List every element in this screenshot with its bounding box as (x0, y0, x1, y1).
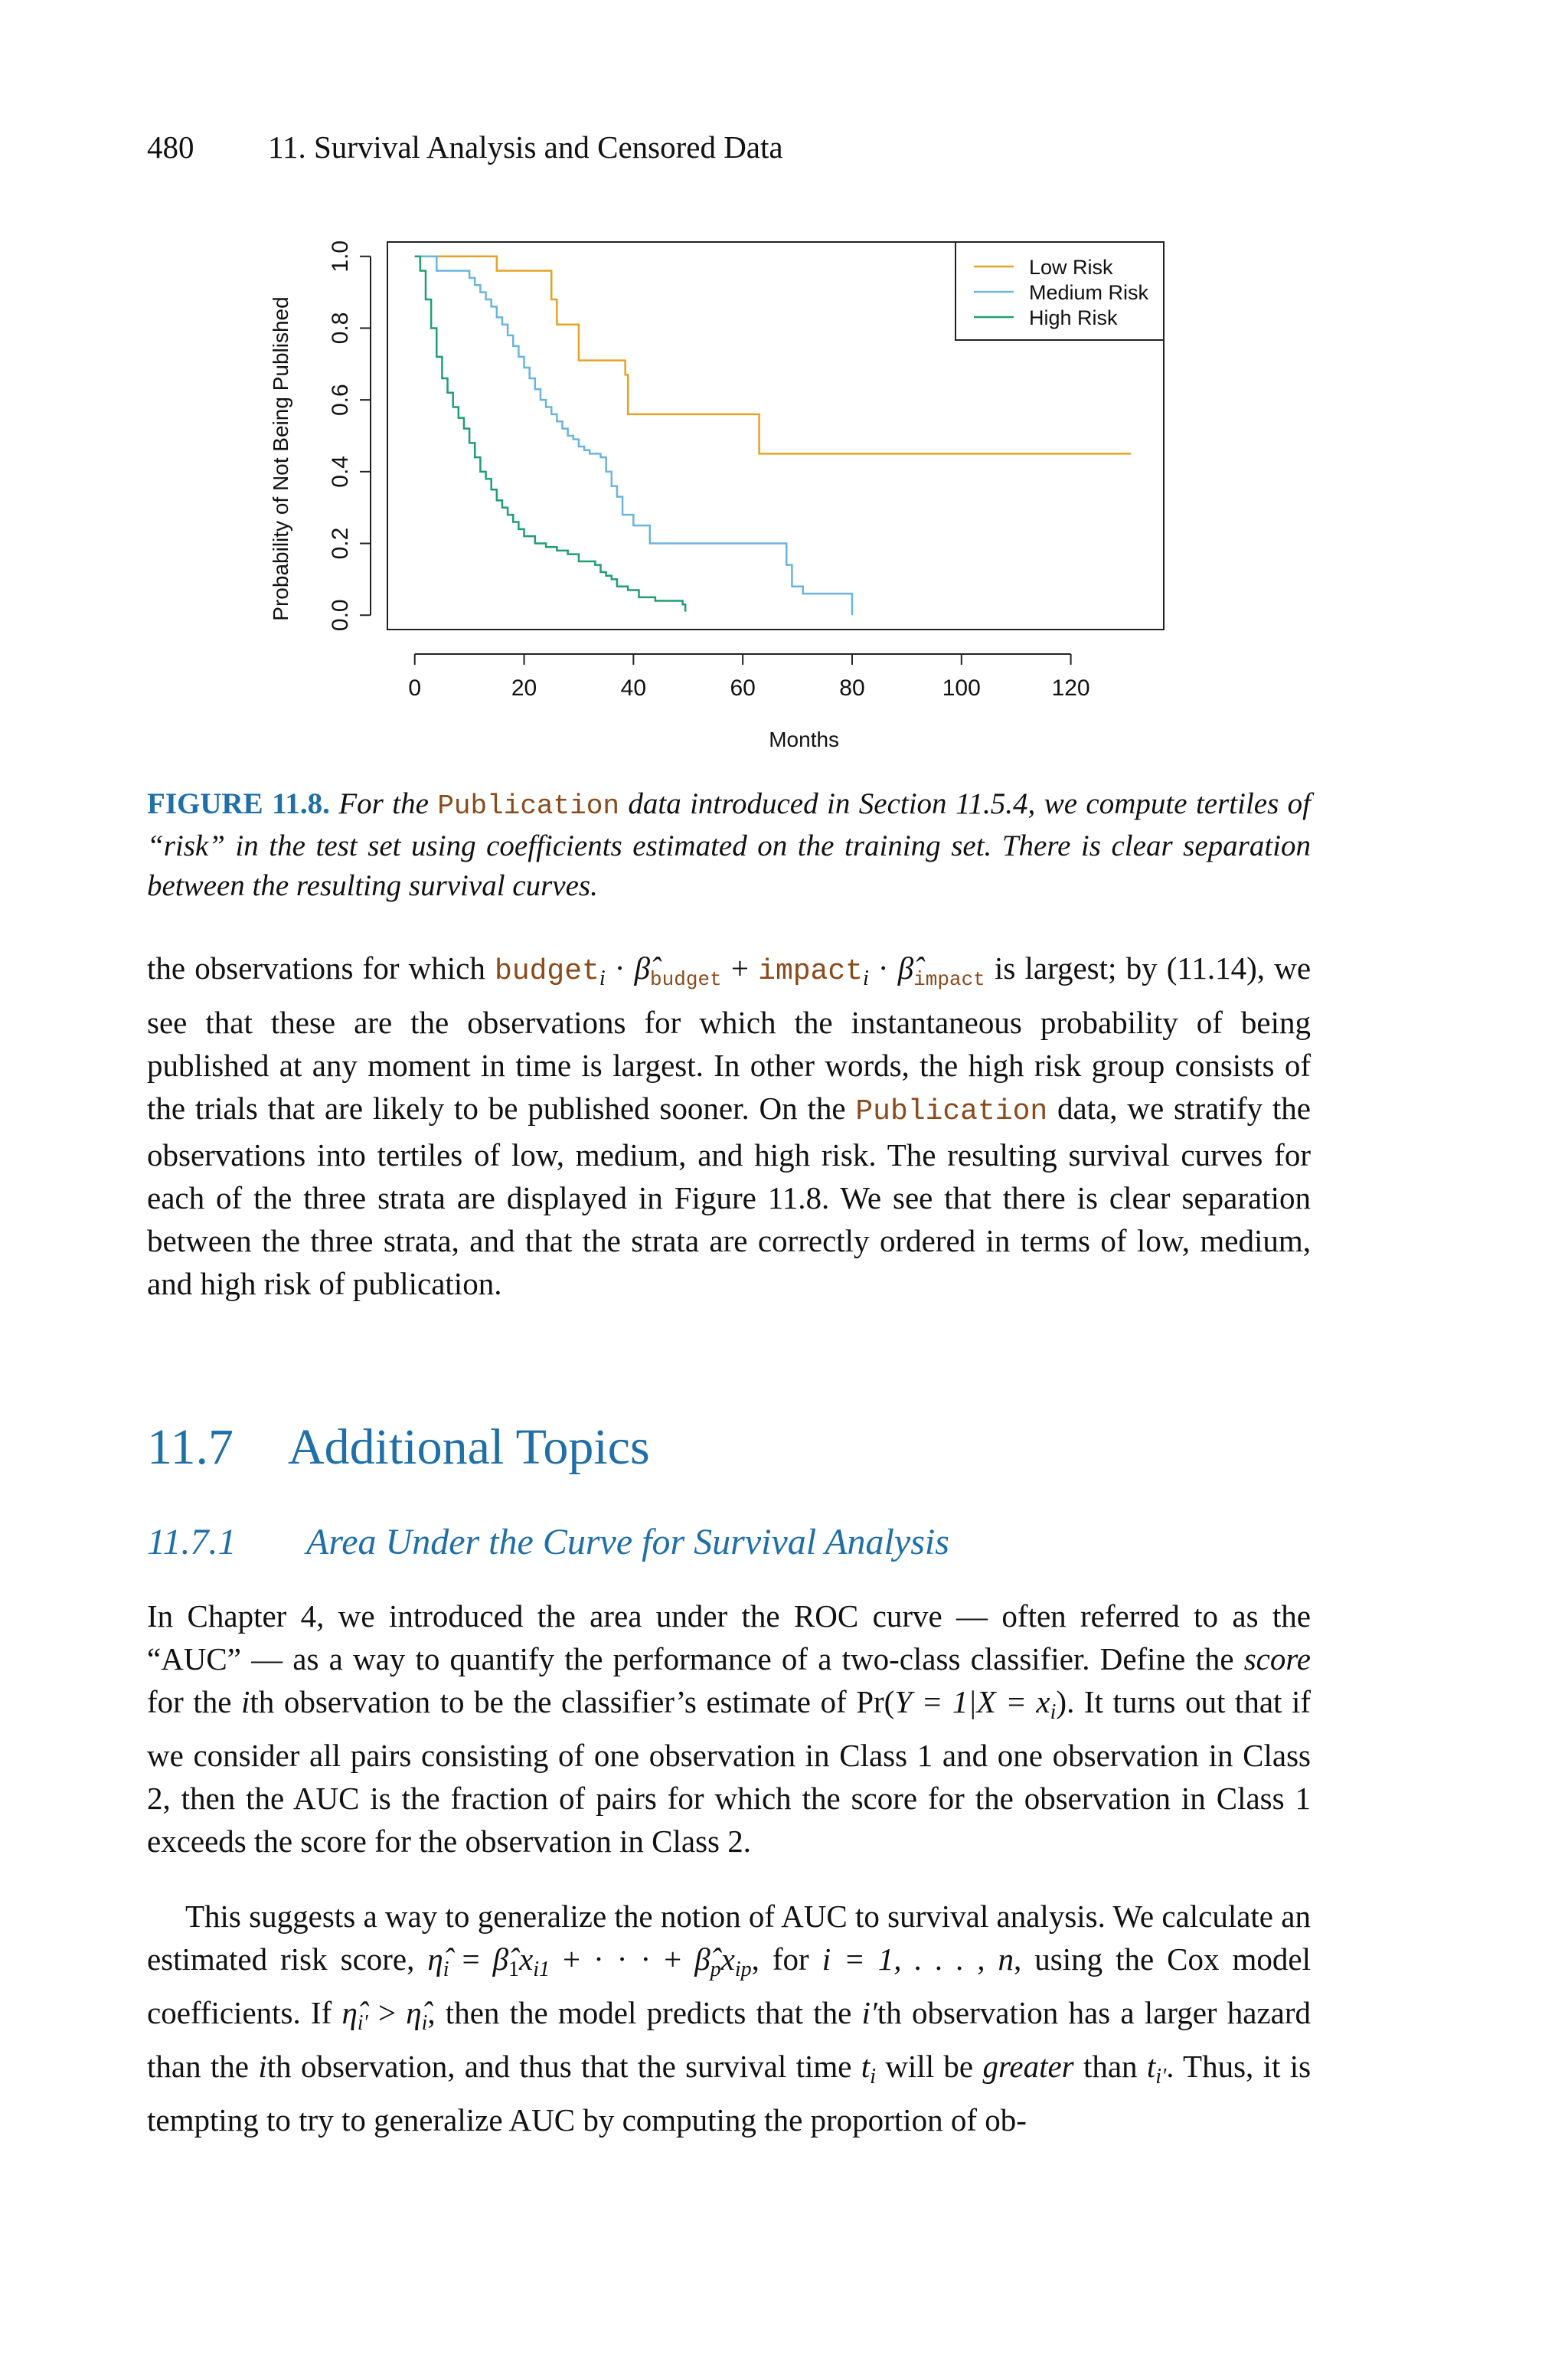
p1-text-1: the observations for which (147, 950, 485, 986)
legend-label-low-risk: Low Risk (1029, 256, 1113, 279)
eta-sub-i-3: i (421, 2011, 428, 2035)
greater-than: > (377, 1995, 397, 2030)
y-axis-label: Probability of Not Being Published (269, 296, 292, 621)
section-title: Additional Topics (288, 1419, 650, 1475)
eta-sub-i: i (443, 1958, 449, 1981)
legend-label-medium-risk: Medium Risk (1029, 281, 1149, 304)
t-var-2: t (1146, 2049, 1156, 2084)
series-line-medium-risk (415, 257, 852, 616)
y-tick-label: 1.0 (328, 240, 353, 273)
p2-text-1: In Chapter 4, we introduced the area under the ROC curve — often referred to as the “AUC” — as a way to quantify the performance of a two-class classifier. Define the (147, 1598, 1311, 1676)
survival-curve-chart (0, 0, 1568, 774)
dot-operator: · (614, 950, 626, 986)
x-tick-label: 120 (1051, 675, 1090, 701)
beta-hat: β̂ (634, 950, 651, 986)
y-tick-label: 0.2 (328, 527, 353, 560)
x-tick-label: 80 (839, 675, 865, 701)
x-tick-label: 0 (408, 675, 422, 701)
p2-em-score: score (1243, 1641, 1312, 1676)
t-sub-iprime: i′ (1155, 2065, 1167, 2089)
subscript-budget: budget (650, 968, 722, 991)
p3-text-8: than (1083, 2049, 1138, 2084)
plus-dots-plus: + · · · + (563, 1941, 682, 1977)
legend-label-high-risk: High Risk (1029, 306, 1118, 329)
x-tick-label: 20 (511, 675, 537, 701)
x-var-2: x (720, 1941, 735, 1977)
page-number: 480 (147, 129, 194, 165)
p3-text-2: , for (751, 1941, 809, 1977)
eta-sub-iprime: i′ (357, 2011, 368, 2035)
x-tick-label: 100 (942, 675, 981, 701)
subsection-number: 11.7.1 (147, 1522, 237, 1562)
paragraph-risk-groups (147, 947, 1311, 1305)
caption-text-1: For the (338, 787, 429, 820)
i-prime: i′ (861, 1995, 877, 2030)
beta-1: β̂ (492, 1941, 509, 1977)
y-tick-label: 0.4 (328, 455, 353, 488)
eta-hat: η̂ (427, 1941, 443, 1977)
p3-text-7: will be (885, 2049, 974, 2084)
caption-code-publication: Publication (437, 790, 619, 822)
t-sub-i: i (870, 2065, 876, 2089)
subscript-i: i (599, 967, 606, 990)
eta-hat-3: η̂ (406, 1995, 422, 2030)
eta-hat-2: η̂ (341, 1995, 358, 2030)
beta-hat-2: β̂ (897, 950, 914, 986)
p1-text-3: data, we stratify the observations into tertiles of low, medium, and high risk. The resulting survival curves for each of the three strata are displayed in Figure 11.8. We see that there is clear separation between the three strata, and that the strata are correctly ordered in terms of low, medium, and high risk of publication. (147, 1091, 1311, 1301)
x-tick-label: 40 (620, 675, 647, 701)
chapter-title: 11. Survival Analysis and Censored Data (268, 129, 783, 165)
p2-text-3: th observation to be the classifier’s estimate of Pr( (250, 1684, 895, 1719)
equals: = (462, 1941, 480, 1977)
p3-text-5: th observation has a larger hazard than the (147, 1995, 1312, 2084)
p3-text-4: , then the model predicts that the (427, 1995, 852, 2030)
p2-math: Y = 1|X = x (894, 1684, 1050, 1719)
p3-text-1: This suggests a way to generalize the notion of AUC to survival analysis. We calculate an estimated risk score, (147, 1899, 1311, 1977)
sub-p: p (710, 1958, 721, 1981)
em-greater: greater (982, 2049, 1074, 2084)
p2-sub-i: i (1050, 1700, 1057, 1724)
p3-text-9: . Thus, it is tempting to try to generalize AUC by computing the proportion of ob- (147, 2049, 1312, 2138)
i-var: i (258, 2049, 267, 2084)
subsection-title: Area Under the Curve for Survival Analysis (306, 1522, 949, 1562)
t-var: t (861, 2049, 871, 2084)
index-range: i = 1, . . . , n (822, 1941, 1014, 1977)
p3-text-3: , using the Cox model coefficients. If (147, 1941, 1312, 2030)
figure-label: FIGURE 11.8. (147, 787, 330, 820)
subsection-heading (147, 1521, 949, 1563)
y-tick-label: 0.0 (328, 599, 353, 632)
caption-text-2: data introduced in Section 11.5.4, we compute tertiles of “risk” in the test set using coefficients estimated on the training set. There is clear separation between the resulting survival curves. (147, 787, 1312, 902)
p3-text-6: th observation, and thus that the survival time (266, 2049, 852, 2084)
sub-1: 1 (508, 1958, 520, 1981)
subscript-i-2: i (862, 967, 869, 990)
plus-operator: + (730, 950, 749, 986)
paragraph-auc-survival (147, 1895, 1311, 2141)
beta-p: β̂ (694, 1941, 710, 1977)
x-tick-label: 60 (730, 675, 756, 701)
y-tick-label: 0.6 (328, 384, 353, 417)
sub-ip: ip (734, 1958, 752, 1981)
x-var: x (519, 1941, 534, 1977)
subscript-impact: impact (913, 968, 985, 991)
sub-i1: i1 (533, 1958, 550, 1981)
dot-operator-2: · (877, 950, 889, 986)
series-line-high-risk (415, 257, 685, 612)
x-axis-label: Months (769, 728, 840, 751)
p2-i: i (240, 1684, 250, 1719)
section-number: 11.7 (147, 1419, 234, 1475)
p1-text-2: is largest; by (11.14), we see that these are the observations for which the instantaneous probability of being published at any moment in time is largest. In other words, the high risk group consists of the trials that are likely to be published sooner. On the (147, 950, 1312, 1126)
code-impact: impact (758, 955, 863, 988)
section-heading (147, 1418, 650, 1477)
code-publication: Publication (855, 1095, 1048, 1128)
figure-caption (147, 784, 1311, 906)
code-budget: budget (495, 955, 599, 988)
p2-text-4: ). It turns out that if we consider all pairs consisting of one observation in Class 1 and one observation in Class 2, then the AUC is the fraction of pairs for which the score for the observation in Class 1 exceeds the score for the observation in Class 2. (147, 1684, 1311, 1859)
paragraph-auc-intro (147, 1595, 1311, 1863)
y-tick-label: 0.8 (328, 312, 353, 345)
p2-text-2: for the (147, 1684, 232, 1719)
